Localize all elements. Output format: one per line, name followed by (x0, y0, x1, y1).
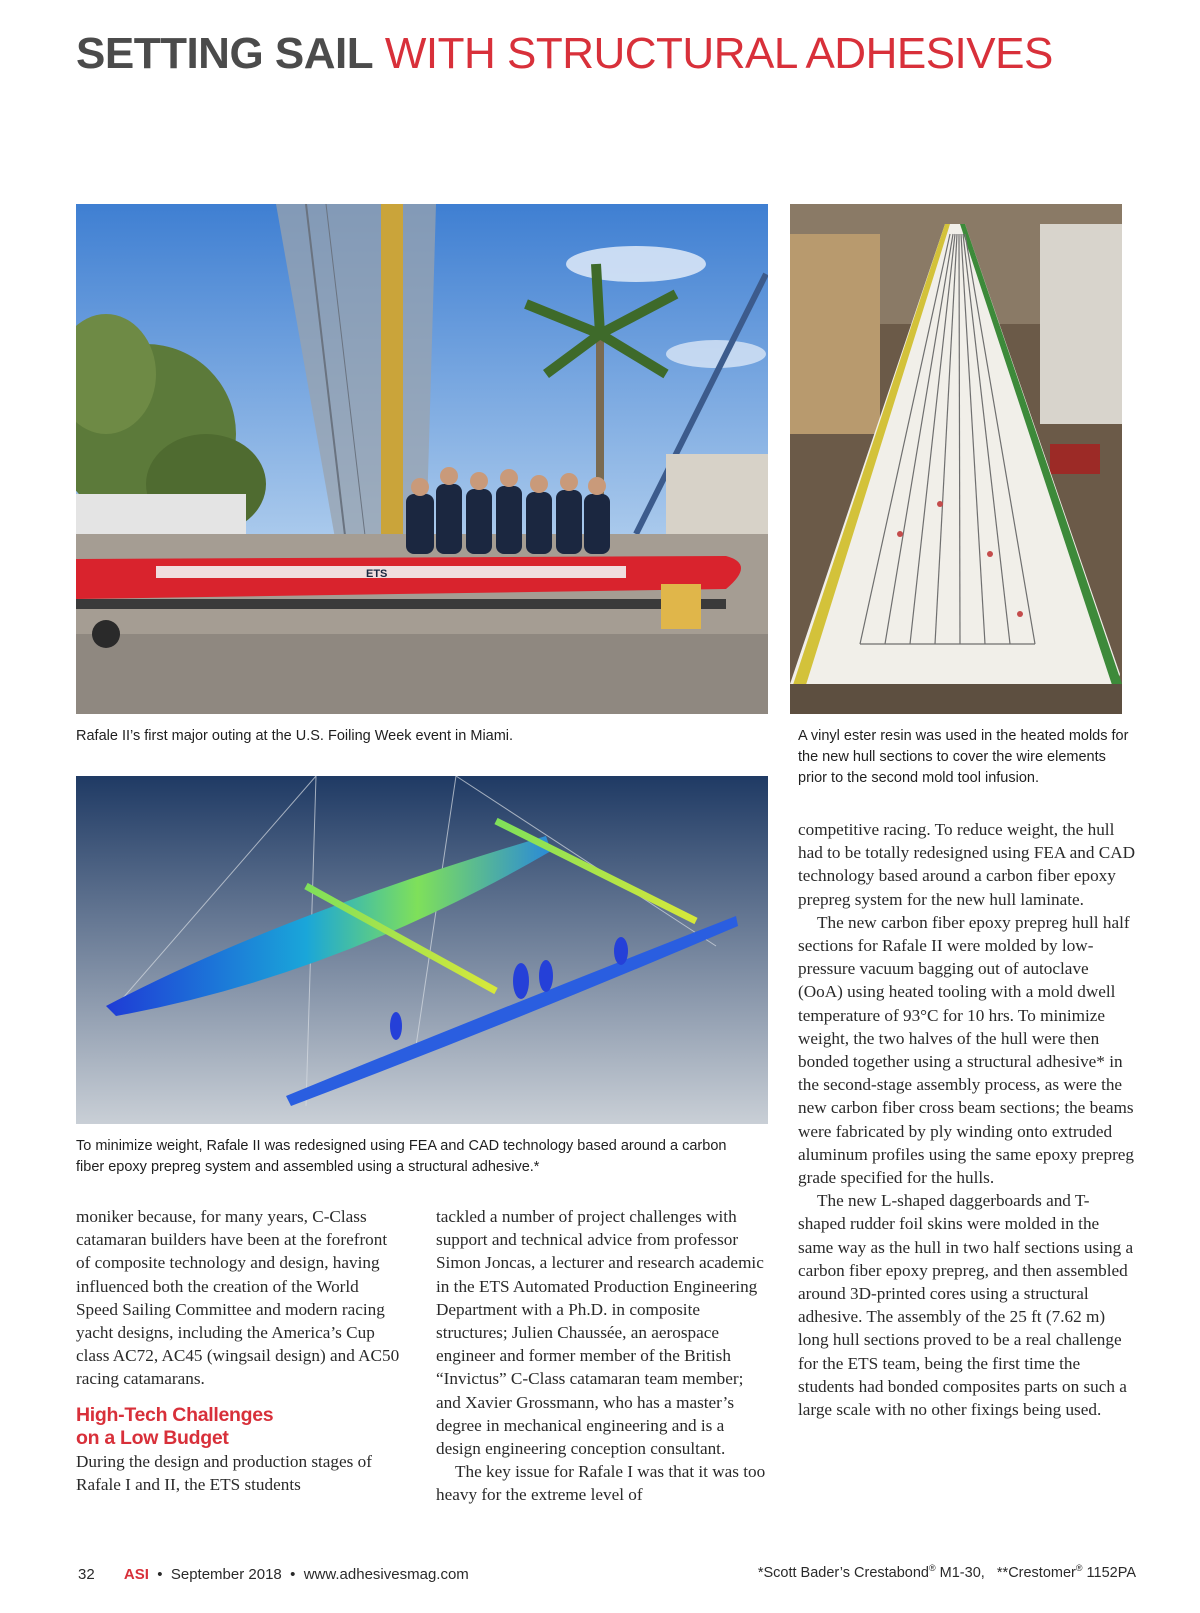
footnote-2-tail: 1152PA (1082, 1564, 1136, 1581)
col2-paragraph-1: tackled a number of project challenges with support and technical advice from professor Simon Joncas, a lecturer and research academic in the ETS Automated Production Engineering Department with a Ph.D. in composite structures; Julien Chaussée, an aerospace engineer and former member of the British “Invictus” C-Class catamaran team member; and Xavier Grossmann, who has a master’s degree in mechanical engineering and is a design engineering conception consultant. (436, 1207, 764, 1459)
fea-render-caption: To minimize weight, Rafale II was redesigned using FEA and CAD technology based around a carbon fiber epoxy prepreg system and assembled using a structural adhesive.* (76, 1138, 727, 1175)
footnote-2: **Crestomer (996, 1564, 1076, 1581)
col2-paragraph-2: The key issue for Rafale I was that it was too heavy for the extreme level of (436, 1462, 766, 1505)
col3-paragraph-2: The new carbon fiber epoxy prepreg hull half sections for Rafale II were molded by low-pressure vacuum bagging out of autoclave (OoA) using heated tooling with a mold dwell temperature of 93°C for 10 hrs. To minimize weight, the two halves of the hull were then bonded together using a structural adhesive* in the second-stage assembly process, as were the new carbon fiber cross beam sections; the beams were fabricated by ply winding onto extruded aluminum profiles using the same epoxy prepreg grade specified for the hulls. (798, 912, 1135, 1188)
mold-photo (790, 204, 1122, 714)
footnote-2-reg: ® (1075, 1563, 1083, 1573)
issue-date: September 2018 (170, 1566, 282, 1583)
website-link[interactable]: www.adhesivesmag.com (303, 1566, 469, 1583)
footer-bullet-1: • (157, 1566, 163, 1583)
col3-paragraph-1: competitive racing. To reduce weight, the hull had to be totally redesigned using FEA and CAD technology based around a carbon fiber epoxy prepreg system for the new hull laminate. (798, 820, 1136, 909)
subheading-line-1: High-Tech Challenges (76, 1403, 274, 1426)
page-title (76, 30, 1053, 78)
col3-paragraph-3: The new L-shaped daggerboards and T-shaped rudder foil skins were molded in the same way as the hull in two half sections using a carbon fiber epoxy prepreg, and then assembled around 3D-printed cores using a structural adhesive. The assembly of the 25 ft (7.62 m) long hull sections proved to be a real challenge for the ETS team, being the first time the students had bonded composites parts on such a large scale with no other fixings being used. (798, 1191, 1134, 1420)
section-subheading (76, 1404, 400, 1450)
footnotes (758, 1563, 1136, 1581)
footnote-1-tail: M1-30, (935, 1564, 985, 1581)
footnote-1: *Scott Bader’s Crestabond (757, 1564, 929, 1581)
footer-bullet-2: • (290, 1566, 296, 1583)
title-light: WITH STRUCTURAL ADHESIVES (384, 29, 1053, 78)
footnote-1-reg: ® (929, 1563, 936, 1573)
miami-team-photo (76, 204, 768, 714)
article-column-2 (436, 1205, 772, 1507)
magazine-name: ASI (123, 1566, 149, 1583)
subheading-line-2: on a Low Budget (76, 1426, 229, 1449)
miami-photo-caption: Rafale II’s first major outing at the U.S. Foiling Week event in Miami. (76, 728, 514, 744)
page-number: 32 (78, 1566, 95, 1583)
fea-render (76, 776, 768, 1124)
title-bold: SETTING SAIL (76, 29, 374, 78)
article-column-3 (798, 818, 1136, 1421)
article-column-1 (76, 1205, 400, 1496)
col1-paragraph-2: During the design and production stages of Rafale I and II, the ETS students (76, 1451, 372, 1494)
hull-logo-text: ETS (366, 568, 388, 580)
col1-paragraph-1: moniker because, for many years, C-Class catamaran builders have been at the forefront of composite technology and design, having influenced both the creation of the World Speed Sailing Committee and modern racing yacht designs, including the America’s Cup class AC72, AC45 (wingsail design) and AC50 racing catamarans. (76, 1207, 400, 1389)
page-footer (78, 1566, 469, 1583)
mold-photo-caption: A vinyl ester resin was used in the heated molds for the new hull sections to cover the wire elements prior to the second mold tool infusion. (798, 728, 1129, 786)
